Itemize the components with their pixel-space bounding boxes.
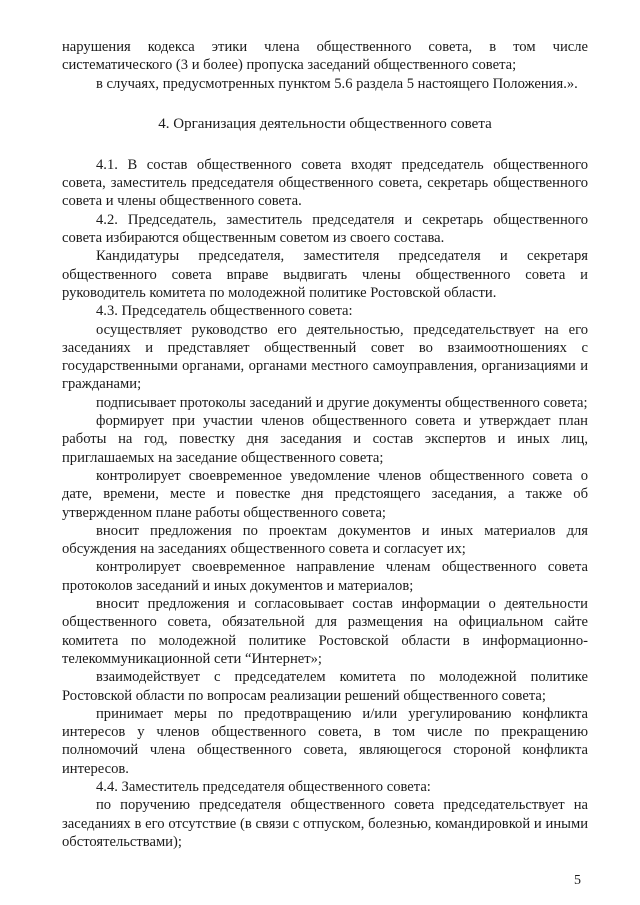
paragraph-proposals-documents: вносит предложения по проектам документов и иных материалов для обсуждения на заседаниях общественного совета и согласует их; xyxy=(62,522,588,558)
document-page xyxy=(62,38,588,851)
paragraph-information: вносит предложения и согласовывает состав информации о деятельности общественного совета, обязательной для размещения на официальном сайте комитета по молодежной политике Ростовской области в информационно-телекоммуникационной сети “Интернет»; xyxy=(62,596,588,667)
paragraph-candidates: Кандидатуры председателя, заместителя председателя и секретаря общественного совета вправе выдвигать члены общественного совета и руководитель комитета по молодежной политике Ростовской области. xyxy=(62,248,588,301)
paragraph-controls-protocols: контролирует своевременное направление членам общественного совета протоколов заседаний и иных документов и материалов; xyxy=(62,559,588,594)
paragraph-interaction: взаимодействует с председателем комитета по молодежной политике Ростовской области по вопросам реализации решений общественного совета; xyxy=(62,669,588,704)
intro-paragraph-1: нарушения кодекса этики члена общественного совета, в том числе систематического (3 и более) пропуска заседаний общественного совета; xyxy=(62,39,588,74)
intro-paragraph-2: в случаях, предусмотренных пунктом 5.6 раздела 5 настоящего Положения.». xyxy=(96,75,578,92)
paragraph-conflict: принимает меры по предотвращению и/или урегулированию конфликта интересов у членов общественного совета, в том числе по прекращению полномочий члена общественного совета, являющегося стороной конфликта интересов. xyxy=(62,705,588,777)
paragraph-controls-notification: контролирует своевременное уведомление членов общественного совета о дате, времени, месте и повестке дня предстоящего заседания, а также об утвержденном плане работы общественного совета; xyxy=(62,467,588,521)
paragraph-signs-protocols: подписывает протоколы заседаний и другие документы общественного совета; xyxy=(96,394,588,411)
paragraph-leadership: осуществляет руководство его деятельностью, председательствует на его заседаниях и представляет общественный совет во взаимоотношениях с государственными органами, органами местного самоуправления, организациями и гражданами; xyxy=(62,321,588,393)
paragraph-deputy-duties: по поручению председателя общественного совета председательствует на заседаниях в его отсутствие (в связи с отпуском, болезнью, командировкой и иными обстоятельствами); xyxy=(62,797,588,850)
paragraph-4-4: 4.4. Заместитель председателя общественного совета: xyxy=(96,778,431,795)
paragraph-4-1: 4.1. В состав общественного совета входят председатель общественного совета, заместитель председателя общественного совета, секретарь общественного совета и члены общественного совета. xyxy=(62,156,588,210)
paragraph-4-2: 4.2. Председатель, заместитель председателя и секретарь общественного совета избираются общественным советом из своего состава. xyxy=(62,211,588,247)
page-number: 5 xyxy=(574,873,581,888)
section-heading: 4. Организация деятельности общественного совета xyxy=(158,115,492,132)
paragraph-forms-plan: формирует при участии членов общественного совета и утверждает план работы на год, повестку дня заседания и состав экспертов и иных лиц, приглашаемых на заседание общественного совета; xyxy=(62,413,588,466)
paragraph-4-3: 4.3. Председатель общественного совета: xyxy=(96,303,353,320)
